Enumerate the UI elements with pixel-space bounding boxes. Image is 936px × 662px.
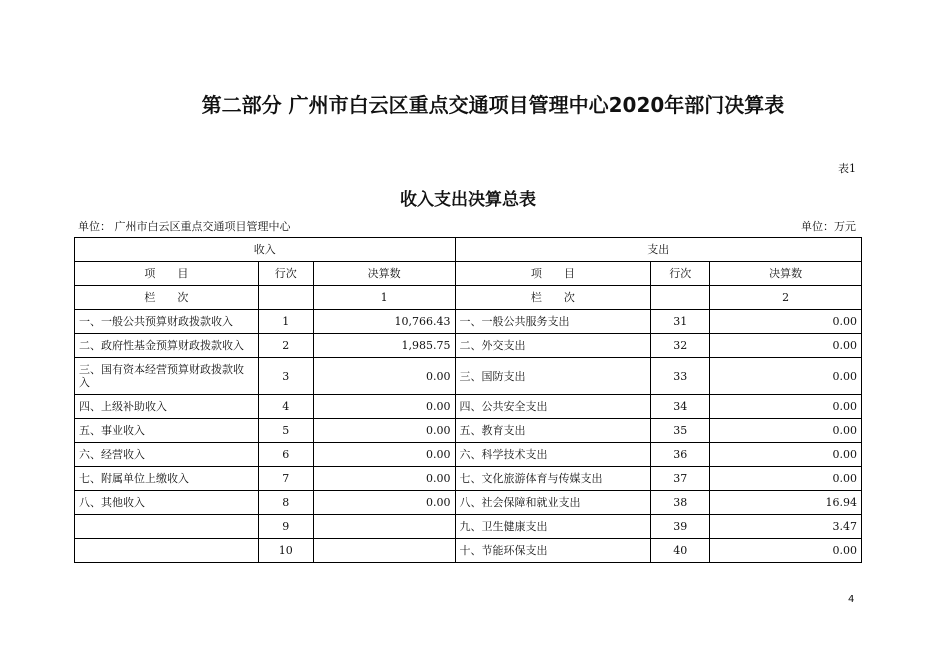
income-line: 9 [258,515,313,539]
col-item: 项 目 [75,262,259,286]
expense-item: 一、一般公共服务支出 [455,310,651,334]
income-item: 六、经营收入 [75,443,259,467]
income-line: 6 [258,443,313,467]
income-line: 5 [258,419,313,443]
expense-line: 36 [651,443,710,467]
table-title: 收入支出决算总表 [400,190,536,210]
col-index: 2 [710,286,862,310]
expense-amount: 0.00 [710,310,862,334]
column-header-row [75,262,862,286]
expense-amount: 0.00 [710,334,862,358]
empty-cell [651,286,710,310]
income-item: 五、事业收入 [75,419,259,443]
expense-amount: 0.00 [710,358,862,395]
expense-item: 五、教育支出 [455,419,651,443]
income-item: 七、附属单位上缴收入 [75,467,259,491]
page-title: 第二部分 广州市白云区重点交通项目管理中心2020年部门决算表 [201,93,785,117]
expense-amount: 0.00 [710,539,862,563]
income-item [75,539,259,563]
expense-item: 七、文化旅游体育与传媒支出 [455,467,651,491]
expense-item: 八、社会保障和就业支出 [455,491,651,515]
income-header: 收入 [75,238,456,262]
expense-item: 二、外交支出 [455,334,651,358]
income-amount [313,539,455,563]
income-line: 10 [258,539,313,563]
page-number: 4 [848,594,855,605]
expense-line: 33 [651,358,710,395]
income-item: 二、政府性基金预算财政拨款收入 [75,334,259,358]
expense-line: 32 [651,334,710,358]
income-amount: 0.00 [313,467,455,491]
table-row [75,539,862,563]
table-row [75,467,862,491]
section-header-row [75,238,862,262]
col-label: 栏 次 [75,286,259,310]
income-amount: 0.00 [313,491,455,515]
expense-item: 三、国防支出 [455,358,651,395]
expense-amount: 0.00 [710,443,862,467]
unit-organization: 单位： 广州市白云区重点交通项目管理中心 [78,220,291,233]
income-amount [313,515,455,539]
income-line: 1 [258,310,313,334]
expense-line: 31 [651,310,710,334]
income-amount: 0.00 [313,395,455,419]
col-line: 行次 [258,262,313,286]
col-line: 行次 [651,262,710,286]
income-amount: 0.00 [313,358,455,395]
expense-item: 十、节能环保支出 [455,539,651,563]
col-amount: 决算数 [710,262,862,286]
table-row [75,334,862,358]
col-label: 栏 次 [455,286,651,310]
unit-currency: 单位：万元 [801,220,856,233]
expense-line: 38 [651,491,710,515]
income-item [75,515,259,539]
table-row [75,358,862,395]
expense-amount: 0.00 [710,395,862,419]
income-line: 3 [258,358,313,395]
income-line: 2 [258,334,313,358]
table-row [75,395,862,419]
income-amount: 10,766.43 [313,310,455,334]
income-line: 8 [258,491,313,515]
table-row [75,491,862,515]
expense-amount: 0.00 [710,419,862,443]
table-row [75,310,862,334]
income-amount: 1,985.75 [313,334,455,358]
expense-amount: 0.00 [710,467,862,491]
income-line: 4 [258,395,313,419]
income-item: 四、上级补助收入 [75,395,259,419]
expense-amount: 3.47 [710,515,862,539]
expense-item: 四、公共安全支出 [455,395,651,419]
income-amount: 0.00 [313,419,455,443]
income-item: 八、其他收入 [75,491,259,515]
income-expense-table [74,237,862,563]
expense-line: 39 [651,515,710,539]
expense-line: 40 [651,539,710,563]
expense-amount: 16.94 [710,491,862,515]
table-row [75,419,862,443]
col-amount: 决算数 [313,262,455,286]
income-amount: 0.00 [313,443,455,467]
income-item: 一、一般公共预算财政拨款收入 [75,310,259,334]
table-row [75,443,862,467]
expense-item: 九、卫生健康支出 [455,515,651,539]
expense-line: 35 [651,419,710,443]
expense-header: 支出 [455,238,861,262]
col-index: 1 [313,286,455,310]
col-item: 项 目 [455,262,651,286]
income-line: 7 [258,467,313,491]
expense-line: 34 [651,395,710,419]
income-item: 三、国有资本经营预算财政拨款收入 [75,358,259,395]
empty-cell [258,286,313,310]
column-index-row [75,286,862,310]
expense-item: 六、科学技术支出 [455,443,651,467]
table-number: 表1 [838,162,856,175]
table-row [75,515,862,539]
expense-line: 37 [651,467,710,491]
